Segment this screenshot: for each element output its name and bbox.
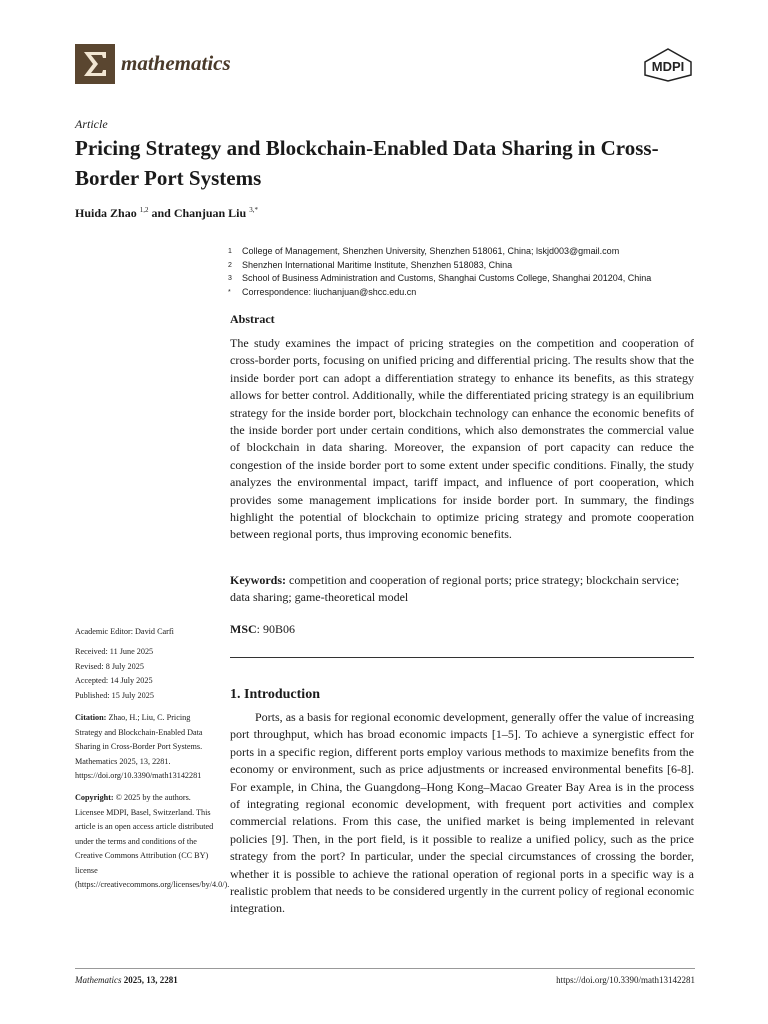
section-body: Ports, as a basis for regional economic development, generally offer the value of increasing port throughput, which has broad economic impacts [1–5]. To achieve a synergistic effect for ports in a specific region, different ports employ various methods to maximize benefits from the economy or environment, such as price adjustments or increased environmental benefits [6-8]. For example, in China, the Guangdong–Hong Kong–Macao Greater Bay Area is in the process of integrating regional economic development, with frequent port activities and complex commercial relations. From this case, the unified market is being implemented in relevant policies [9]. Then, in the port field, is it possible to realize a unified policy, such as the price strategy from the port? In particular, under the special circumstances of crossing the border, whether it is possible to achieve the rational operation of regional ports in a specific way is a realistic problem that needs to be considered urgently in the current policy of regional economic integration. [230,710,694,916]
affiliations [228,245,708,299]
affiliation-mark: 3 [228,275,232,282]
footer-journal: Mathematics [75,975,122,985]
date-revised: Revised: 8 July 2025 [75,661,144,671]
copyright-block [75,791,230,893]
date-received: Received: 11 June 2025 [75,647,154,656]
footer-citation [75,975,178,985]
affiliation-text[interactable]: Correspondence: liuchanjuan@shcc.edu.cn [242,286,417,297]
footer-divider [75,968,695,969]
msc-value: : 90B06 [256,622,296,636]
keywords-label: Keywords: [230,573,286,587]
academic-editor: Academic Editor: David Carfì [75,627,174,636]
affiliation-item [228,286,708,300]
citation-text[interactable]: Zhao, H.; Liu, C. Pricing Strategy and Blockchain-Enabled Data Sharing in Cross-Border Port Systems. Mathematics 2025, 13, 2281. https://doi.org/10.3390/math13142281 [75,713,203,780]
author-name[interactable]: Chanjuan Liu [173,206,247,220]
publisher-name: MDPI [651,59,685,74]
mdpi-logo[interactable] [641,47,695,83]
affiliation-text: College of Management, Shenzhen University, Shenzhen 518061, China; lskjd003@gmail.com [242,246,620,256]
footer-doi[interactable]: https://doi.org/10.3390/math13142281 [556,975,695,985]
affiliation-item [228,272,708,286]
publication-dates [75,645,215,703]
affiliation-text: Shenzhen International Maritime Institute, Shenzhen 518083, China [242,259,513,270]
article-type: Article [75,117,108,131]
affiliation-mark: 1 [228,248,232,255]
journal-name[interactable]: mathematics [121,51,231,75]
copyright-label: Copyright: [75,793,114,802]
author-list [75,206,258,221]
affiliation-mark: 2 [228,261,232,269]
keywords [230,572,694,607]
date-accepted: Accepted: 14 July 2025 [75,676,153,685]
author-separator: and [148,206,174,220]
affiliation-mark: * [228,288,231,296]
section-divider [230,657,694,658]
affiliation-item [228,259,708,273]
copyright-text[interactable]: © 2025 by the authors. Licensee MDPI, Basel, Switzerland. This article is an open access article distributed under the terms and conditions of the Creative Commons Attribution (CC BY) license (https://creativecommons.org/licenses/by/4.0/). [75,793,230,889]
keywords-text: competition and cooperation of regional ports; price strategy; blockchain service; data sharing; game-theoretical model [230,573,680,605]
journal-logo[interactable] [75,44,115,84]
sigma-icon [80,49,110,79]
abstract-text: The study examines the impact of pricing strategies on the competition and cooperation of cross-border ports, focusing on unified pricing and differential pricing. The results show that the inside border port can adopt a differentiation strategy to enhance its benefits, as this strategy allows for better control. Additionally, while the differentiated pricing strategy is an equilibrium strategy for the inside border port, blockchain technology can enhance the economic benefits of the inside border port under certain conditions, which also demonstrates the commercial value of blockchain in data sharing. Moreover, the expansion of port capacity can reduce the congestion of the inside border port to some extent under specific conditions. Finally, the study analyzes the environmental impact, tariff impact, and influence of port cooperation, which provides some management implications for inside border port. In summary, the findings highlight the potential of blockchain to optimize pricing strategy and promote cooperation between regional ports, thus improving economic benefits. [230,336,694,542]
affiliation-text: School of Business Administration and Customs, Shanghai Customs College, Shanghai 201204, China [242,273,652,283]
author-affiliation-mark: 1,2 [139,206,149,214]
msc-label: MSC [230,622,257,636]
author-name[interactable]: Huida Zhao [75,206,137,220]
author-affiliation-mark: 3,* [249,206,258,214]
abstract-heading: Abstract [230,312,275,326]
date-published: Published: 15 July 2025 [75,690,154,700]
section-heading: 1. Introduction [230,687,320,702]
citation-block [75,711,215,784]
affiliation-item [228,245,708,259]
footer-citation-text: 2025, 13, 2281 [123,975,178,985]
msc [230,622,295,637]
citation-label: Citation: [75,713,107,722]
article-title: Pricing Strategy and Blockchain-Enabled Data Sharing in Cross-Border Port Systems [75,136,659,190]
